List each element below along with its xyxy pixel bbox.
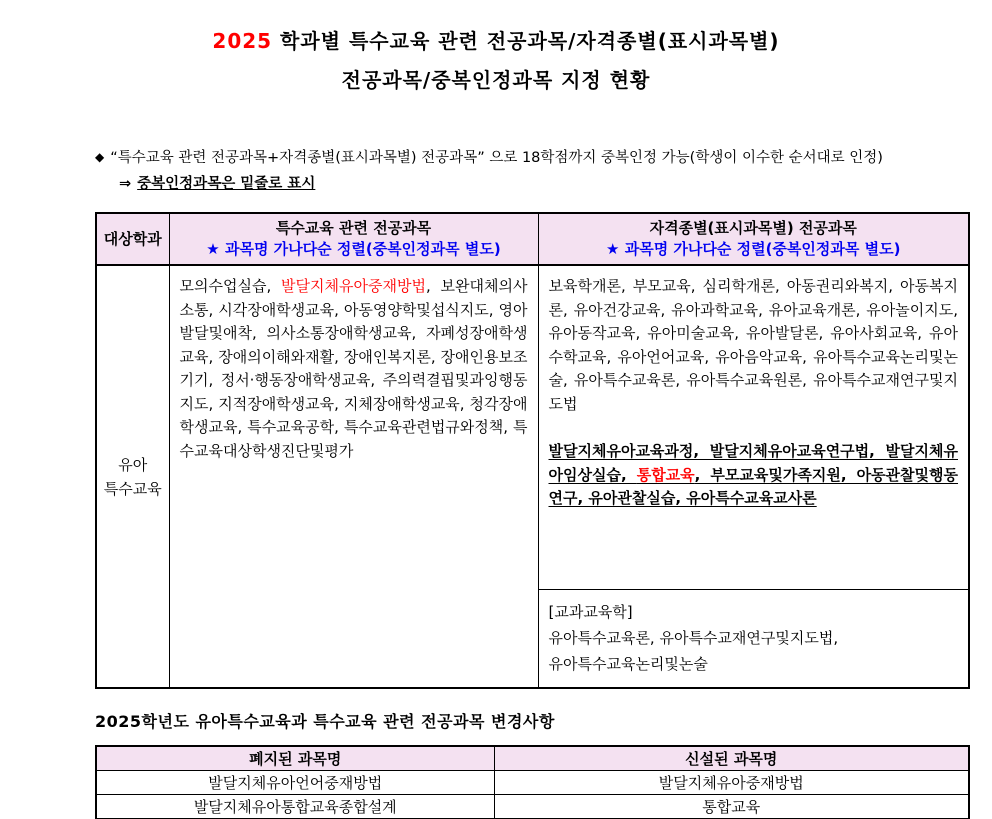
abolished-course-header: 폐지된 과목명 <box>96 746 494 771</box>
header-target-department: 대상학과 <box>96 213 169 265</box>
subject-pedagogy-cell: [교과교육학] 유아특수교육론, 유아특수교재연구및지도법, 유아특수교육논리및논술 <box>538 590 969 689</box>
new-course-cell: 통합교육 <box>494 795 969 819</box>
star-icon: ★ <box>206 240 220 258</box>
arrow-icon: ⇒ <box>119 176 132 192</box>
new-course-header: 신설된 과목명 <box>494 746 969 771</box>
title-year: 2025 <box>212 29 273 53</box>
department-cell: 유아 특수교육 <box>96 265 169 688</box>
new-course-cell: 발달지체유아중재방법 <box>494 771 969 795</box>
table-row <box>96 771 969 795</box>
header-certificate-title: 자격종별(표시과목별) 전공과목 <box>649 219 857 237</box>
new-course-highlight: 발달지체유아중재방법 <box>281 277 426 295</box>
changes-heading: 2025학년도 유아특수교육과 특수교육 관련 전공과목 변경사항 <box>95 712 555 731</box>
courses-table <box>95 212 970 689</box>
courses-table-body-row <box>96 265 969 590</box>
pedagogy-label: [교과교육학] <box>548 603 633 621</box>
header-special-ed-courses <box>169 213 538 265</box>
table-row <box>96 795 969 819</box>
abolished-course-cell: 발달지체유아언어중재방법 <box>96 771 494 795</box>
page-title <box>0 0 992 100</box>
title-line-2: 전공과목/중복인정과목 지정 현황 <box>341 68 651 92</box>
certificate-courses-cell: 보육학개론, 부모교육, 심리학개론, 아동권리와복지, 아동복지론, 유아건강교육, 유아과학교육, 유아교육개론, 유아놀이지도, 유아동작교육, 유아미술교육, 유아발달론, 유아사회교육, 유아수학교육, 유아언어교육, 유아음악교육, 유아특수교육논리및논술, 유아특수교육론, 유아특수교육원론, 유아특수교재연구및지도법 발달지체유아교육과정, 발달지체유아교육연구법, 발달지체유아임상실습, 통합교육, 부모교육및가족지원, 아동관찰및행동연구, 유아관찰실습, 유아특수교육교사론 <box>538 265 969 590</box>
courses-table-header-row <box>96 213 969 265</box>
diamond-bullet-icon: ◆ <box>95 150 105 164</box>
header-special-ed-subnote: ★ 과목명 가나다순 정렬(중복인정과목 별도) <box>206 240 501 258</box>
star-icon: ★ <box>606 240 620 258</box>
notice-underline-note: 중복인정과목은 밑줄로 표시 <box>137 176 316 192</box>
notice-line-2 <box>119 173 972 196</box>
header-certificate-courses <box>538 213 969 265</box>
changes-table <box>95 745 970 819</box>
title-line-1 <box>0 22 992 61</box>
new-course-highlight: 통합교육 <box>636 465 695 484</box>
notice-line-1 <box>95 146 972 170</box>
header-special-ed-title: 특수교육 관련 전공과목 <box>275 219 432 237</box>
header-certificate-subnote: ★ 과목명 가나다순 정렬(중복인정과목 별도) <box>606 240 901 258</box>
duplicate-recognized-courses: 발달지체유아교육과정, 발달지체유아교육연구법, 발달지체유아임상실습, 통합교육, 부모교육및가족지원, 아동관찰및행동연구, 유아관찰실습, 유아특수교육교사론 <box>548 442 959 507</box>
special-ed-courses-cell: 모의수업실습, 발달지체유아중재방법, 보완대체의사소통, 시각장애학생교육, 아동영양학및섭식지도, 영아발달및애착, 의사소통장애학생교육, 자폐성장애학생교육, 장애의이해와재활, 장애인복지론, 장애인용보조기기, 정서·행동장애학생교육, 주의력결핍및과잉행동지도, 지적장애학생교육, 지체장애학생교육, 청각장애학생교육, 특수교육공학, 특수교육관련법규와정책, 특수교육대상학생진단및평가 <box>169 265 538 688</box>
abolished-course-cell: 발달지체유아통합교육종합설계 <box>96 795 494 819</box>
notice-block <box>95 146 972 196</box>
title-line-1-text: 학과별 특수교육 관련 전공과목/자격종별(표시과목별) <box>272 29 780 53</box>
changes-table-header-row <box>96 746 969 771</box>
notice-text: “특수교육 관련 전공과목+자격종별(표시과목별) 전공과목” 으로 18학점까지 중복인정 가능(학생이 이수한 순서대로 인정) <box>110 150 883 166</box>
